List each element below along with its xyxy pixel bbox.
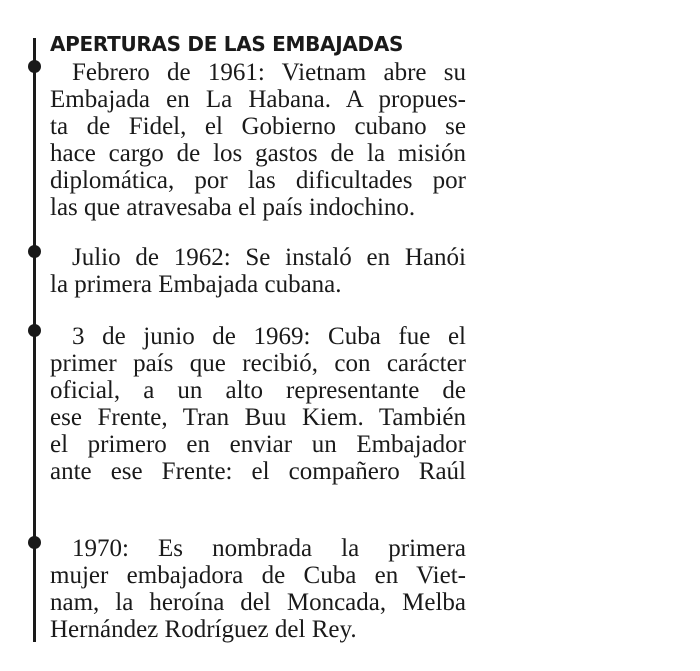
- entry-line: ante ese Frente: el compañero Raúl: [50, 458, 466, 485]
- timeline-entry-1962: [50, 244, 466, 298]
- timeline-dot-1969: [28, 324, 41, 337]
- entry-line: 3 de junio de 1969: Cuba fue el: [72, 323, 466, 350]
- entry-line: hace cargo de los gastos de la misión: [50, 140, 466, 167]
- timeline-entry-1970: [50, 535, 466, 643]
- entry-line: Julio de 1962: Se instaló en Hanói: [72, 244, 466, 271]
- timeline-dot-1961: [28, 60, 41, 73]
- entry-line: ese Frente, Tran Buu Kiem. También: [50, 404, 466, 431]
- entry-line: primer país que recibió, con carácter: [50, 350, 466, 377]
- entry-line: oficial, a un alto representante de: [50, 377, 466, 404]
- timeline-dot-1970: [28, 536, 41, 549]
- section-heading: APERTURAS DE LAS EMBAJADAS: [50, 32, 404, 56]
- entry-line: Hernández Rodríguez del Rey.: [50, 616, 357, 643]
- timeline-entry-1961: [50, 59, 466, 221]
- timeline-line: [33, 38, 36, 642]
- entry-line: mujer embajadora de Cuba en Viet-: [50, 562, 466, 589]
- timeline-dot-1962: [28, 245, 41, 258]
- entry-line: Febrero de 1961: Vietnam abre su: [72, 59, 466, 86]
- entry-line: 1970: Es nombrada la primera: [72, 535, 466, 562]
- entry-line: diplomática, por las dificultades por: [50, 167, 466, 194]
- entry-line: nam, la heroína del Moncada, Melba: [50, 589, 466, 616]
- entry-line: el primero en enviar un Embajador: [50, 431, 466, 458]
- entry-line: Embajada en La Habana. A propues-: [50, 86, 466, 113]
- timeline-entry-1969: [50, 323, 466, 485]
- entry-line: ta de Fidel, el Gobierno cubano se: [50, 113, 466, 140]
- entry-line: la primera Embajada cubana.: [50, 271, 342, 298]
- entry-line: las que atravesaba el país indochino.: [50, 194, 416, 221]
